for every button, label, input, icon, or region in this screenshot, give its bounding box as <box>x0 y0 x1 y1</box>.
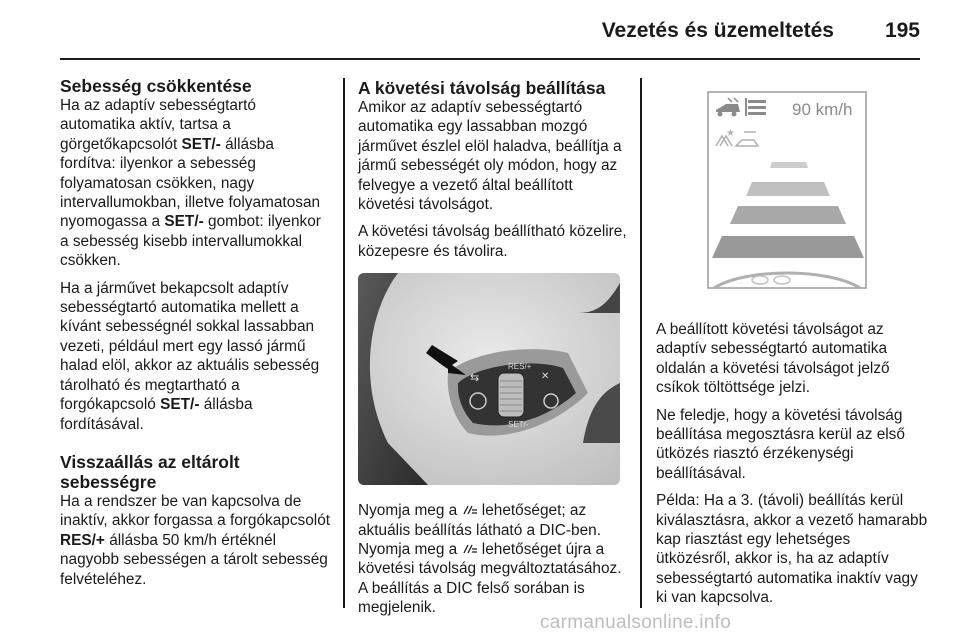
paragraph: Példa: Ha a 3. (távoli) beállítás kerül kiválasztásra, akkor a vezető hamarabb kap riasztást egy lehetséges ütközésről, akkor is, ha az adaptív sebességtartó automatika inaktív vagy ki van kapcsolva. <box>656 492 928 607</box>
svg-text:⇆: ⇆ <box>470 371 480 385</box>
svg-text:✕: ✕ <box>541 371 550 383</box>
column-3 <box>656 76 928 616</box>
paragraph: Ha az adaptív sebességtartó automatika aktív, tartsa a görgetőkapcsolót SET/- állásba fordítva: ilyenkor a sebesség folyamatosan csökken, nagy intervallumokban, illetve folyamatosan nyomogassa a SET/- gombot: ilyenkor a sebesség kisebb intervallumokkal csökken. <box>60 97 321 270</box>
column-1 <box>60 76 332 597</box>
paragraph: A beállított követési távolságot az adaptív sebességtartó automatika oldalán a követési távolságot jelző csíkok töltöttsége jelzi. <box>656 321 890 397</box>
header-rule <box>60 58 920 60</box>
steering-wheel-controls-photo <box>358 273 620 485</box>
dic-speed-readout: 90 km/h <box>792 100 853 119</box>
svg-text:★: ★ <box>726 128 735 139</box>
column-divider-2 <box>640 78 642 608</box>
res-label: RES/+ <box>508 362 532 372</box>
section-heading-following-distance: A követési távolság beállítása <box>358 78 606 98</box>
dic-display-illustration <box>656 84 918 304</box>
page-title: Vezetés és üzemeltetés <box>601 19 834 42</box>
follow-distance-icon <box>462 504 478 516</box>
watermark: carmanualsonline.info <box>540 612 732 633</box>
page-number: 195 <box>884 19 920 42</box>
column-divider-1 <box>343 78 345 608</box>
paragraph: A követési távolság beállítható közelire, közepesre és távolira. <box>358 223 627 260</box>
set-label: SET/- <box>508 420 529 430</box>
paragraph: Nyomja meg a lehetőséget; az aktuális beállítás látható a DIC-ben. Nyomja meg a lehetőséget újra a követési távolság megváltoztatásához. A beállítás a DIC felső sorában is megjelenik. <box>358 502 622 617</box>
follow-distance-icon <box>462 543 478 555</box>
distance-bars-icon <box>745 98 766 116</box>
paragraph: Amikor az adaptív sebességtartó automatika egy lassabban mozgó járművet észlel elöl haladva, beállítja a jármű sebességét oly módon, hogy az felvegye a vezető által beállított követési távolságot. <box>358 99 622 214</box>
column-2 <box>358 78 628 626</box>
section-heading-resume-speed: Visszaállás az eltárolt sebességre <box>60 451 240 492</box>
paragraph: Ne feledje, hogy a követési távolság beállítása megosztásra kerül az első ütközés riasztó érzékenységi beállításával. <box>656 406 905 482</box>
paragraph: Ha a rendszer be van kapcsolva de inaktív, akkor forgassa a forgókapcsolót RES/+ állásba 50 km/h értéknél nagyobb sebességen a tárolt sebesség felvételéhez. <box>60 492 331 588</box>
paragraph: Ha a járművet bekapcsolt adaptív sebességtartó automatika mellett a kívánt sebességnél sokkal lassabban vezeti, például mert egy lassó jármű halad elöl, akkor az aktuális sebesség tárolható és megtartható a forgókapcsoló SET/- állásba fordításával. <box>60 279 320 433</box>
page-header <box>0 0 960 60</box>
section-heading-speed-decrease: Sebesség csökkentése <box>60 76 252 96</box>
